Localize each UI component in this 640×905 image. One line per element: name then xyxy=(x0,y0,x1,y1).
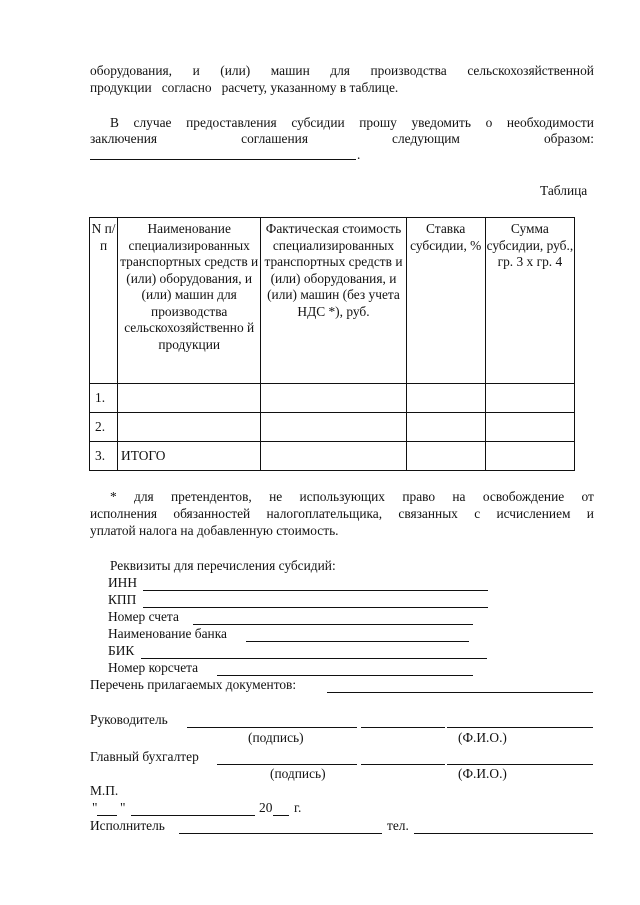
row-name-cell[interactable] xyxy=(118,413,261,442)
footnote-line-1 xyxy=(110,489,594,505)
head-fio-caption: (Ф.И.О.) xyxy=(458,730,507,745)
head-signature-field-2[interactable] xyxy=(361,727,445,728)
word: использующих xyxy=(299,489,385,504)
inn-label: ИНН xyxy=(108,575,138,590)
word: производства xyxy=(370,63,447,78)
head-fio-field[interactable] xyxy=(447,727,593,728)
executor-field[interactable] xyxy=(179,833,382,834)
word: и xyxy=(586,506,594,521)
word: претендентов, xyxy=(171,489,252,504)
row-total-label: ИТОГО xyxy=(118,442,261,471)
word: образом: xyxy=(543,131,594,146)
word: предоставления xyxy=(186,115,277,130)
date-quote-close: " xyxy=(120,800,126,815)
requisites-title: Реквизиты для перечисления субсидий: xyxy=(110,558,336,573)
table-row xyxy=(90,413,575,442)
date-month-field[interactable] xyxy=(131,815,255,816)
table-row xyxy=(90,384,575,413)
word: * xyxy=(110,489,117,504)
year-prefix: 20 xyxy=(259,800,273,815)
row-number: 3. xyxy=(90,442,118,471)
footnote-line-2 xyxy=(90,506,594,522)
row-rate-cell[interactable] xyxy=(406,442,485,471)
row-sum-cell[interactable] xyxy=(485,413,574,442)
word: и xyxy=(192,63,200,78)
intro-line-1 xyxy=(90,63,594,79)
footnote-line-3: уплатой налога на добавленную стоимость. xyxy=(90,523,339,538)
word: освобождение xyxy=(482,489,565,504)
word: оборудования, xyxy=(90,63,173,78)
head-signature-field[interactable] xyxy=(187,727,357,728)
header-sum: Сумма субсидии, руб., гр. 3 x гр. 4 xyxy=(485,218,574,384)
word: прошу xyxy=(359,115,397,130)
word: исчислением xyxy=(496,506,571,521)
bank-field[interactable] xyxy=(246,641,469,642)
word: о xyxy=(485,115,493,130)
word: соглашения xyxy=(241,131,308,146)
intro-line-2: продукции согласно расчету, указанному в таблице. xyxy=(90,80,399,95)
bik-label: БИК xyxy=(108,643,135,658)
kpp-label: КПП xyxy=(108,592,137,607)
corr-account-label: Номер корсчета xyxy=(108,660,199,675)
word: необходимости xyxy=(506,115,594,130)
subsidy-table xyxy=(89,217,575,471)
word: с xyxy=(474,506,481,521)
word: налогоплательщика, xyxy=(266,506,383,521)
word: заключения xyxy=(90,131,158,146)
row-cost-cell[interactable] xyxy=(261,442,406,471)
chief-accountant-signature-field[interactable] xyxy=(217,764,357,765)
word: машин xyxy=(270,63,310,78)
row-number: 2. xyxy=(90,413,118,442)
header-rate: Ставка субсидии, % xyxy=(406,218,485,384)
header-name: Наименование специализированных транспортных средств и (или) оборудования, и (или) машин для производства сельскохозяйственно й продукции xyxy=(118,218,261,384)
head-signature-caption: (подпись) xyxy=(248,730,304,745)
notify-line-3-end: . xyxy=(357,147,361,162)
executor-label: Исполнитель xyxy=(90,818,165,833)
phone-label: тел. xyxy=(387,818,409,833)
notify-line-2 xyxy=(90,131,594,147)
account-label: Номер счета xyxy=(108,609,179,624)
word: субсидии xyxy=(291,115,345,130)
row-cost-cell[interactable] xyxy=(261,384,406,413)
date-day-field[interactable] xyxy=(97,815,117,816)
year-suffix: г. xyxy=(294,800,302,815)
bik-field[interactable] xyxy=(141,658,487,659)
word: связанных xyxy=(398,506,458,521)
table-row-total xyxy=(90,442,575,471)
row-rate-cell[interactable] xyxy=(406,413,485,442)
word: уведомить xyxy=(411,115,471,130)
head-label: Руководитель xyxy=(90,712,168,727)
row-name-cell[interactable] xyxy=(118,384,261,413)
header-number: N п/п xyxy=(90,218,118,384)
documents-field[interactable] xyxy=(327,692,593,693)
date-year-field[interactable] xyxy=(273,815,289,816)
row-sum-cell[interactable] xyxy=(485,442,574,471)
chief-fio-caption: (Ф.И.О.) xyxy=(458,766,507,781)
word: (или) xyxy=(220,63,251,78)
table-header-row xyxy=(90,218,575,384)
row-sum-cell[interactable] xyxy=(485,384,574,413)
kpp-field[interactable] xyxy=(143,607,488,608)
table-label: Таблица xyxy=(540,183,588,198)
word: от xyxy=(581,489,594,504)
word: сельскохозяйственной xyxy=(467,63,594,78)
chief-accountant-fio-field[interactable] xyxy=(447,764,593,765)
row-rate-cell[interactable] xyxy=(406,384,485,413)
header-cost: Фактическая стоимость специализированных транспортных средств и (или) оборудования, и (или) машин (без учета НДС *), руб. xyxy=(261,218,406,384)
inn-field[interactable] xyxy=(143,590,488,591)
notify-blank-line[interactable] xyxy=(90,159,356,160)
account-field[interactable] xyxy=(193,624,473,625)
word: случае xyxy=(133,115,172,130)
notify-line-1 xyxy=(110,115,594,131)
bank-label: Наименование банка xyxy=(108,626,227,641)
chief-signature-caption: (подпись) xyxy=(270,766,326,781)
corr-account-field[interactable] xyxy=(217,675,473,676)
chief-accountant-label: Главный бухгалтер xyxy=(90,749,199,764)
phone-field[interactable] xyxy=(414,833,593,834)
stamp-label: М.П. xyxy=(90,783,119,798)
row-cost-cell[interactable] xyxy=(261,413,406,442)
word: на xyxy=(452,489,466,504)
row-number: 1. xyxy=(90,384,118,413)
word: для xyxy=(330,63,350,78)
word: исполнения xyxy=(90,506,158,521)
word: право xyxy=(402,489,436,504)
date-quote-open: " xyxy=(92,800,98,815)
word: В xyxy=(110,115,119,130)
word: для xyxy=(134,489,154,504)
documents-label: Перечень прилагаемых документов: xyxy=(90,677,297,692)
word: следующим xyxy=(392,131,460,146)
chief-accountant-signature-field-2[interactable] xyxy=(361,764,445,765)
word: не xyxy=(269,489,283,504)
word: обязанностей xyxy=(173,506,251,521)
